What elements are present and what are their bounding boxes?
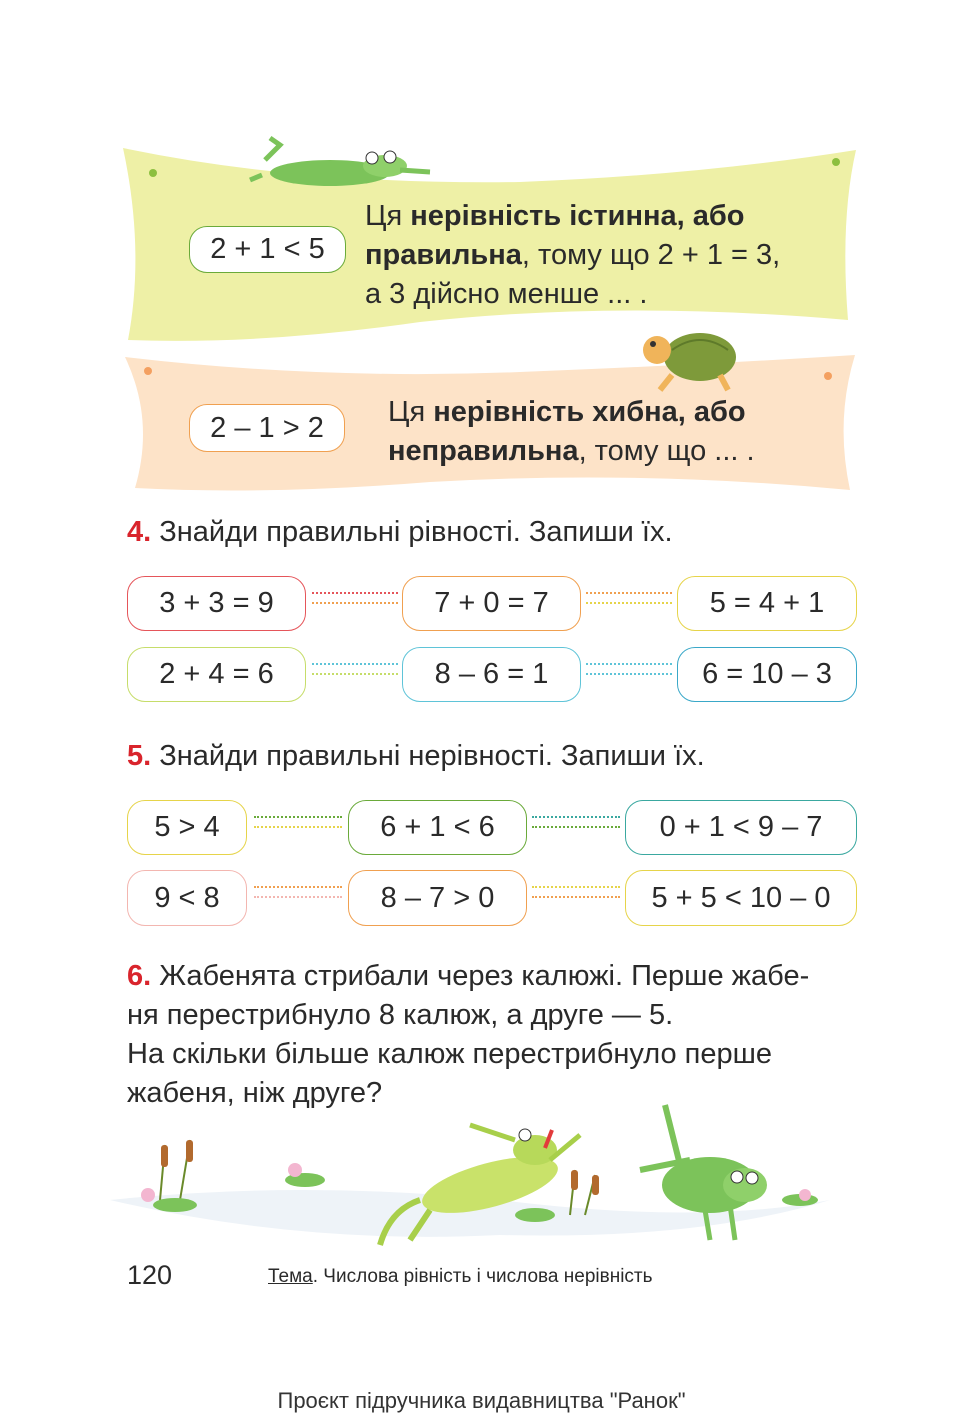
rule-text-plain: Ця (365, 200, 411, 232)
task-text: ня перестрибнуло 8 калюж, а друге — 5. (127, 999, 674, 1031)
equality-card[interactable]: 8 – 6 = 1 (402, 647, 581, 702)
connector-dots (312, 663, 398, 677)
false-inequality-box: 2 – 1 > 2 (189, 404, 345, 452)
equality-card[interactable]: 2 + 4 = 6 (127, 647, 306, 702)
pin-icon (832, 158, 840, 166)
topic-label: Тема (268, 1266, 313, 1287)
inequality-card[interactable]: 5 + 5 < 10 – 0 (625, 870, 857, 926)
inequality-card[interactable]: 0 + 1 < 9 – 7 (625, 800, 857, 855)
task-text: На скільки більше калюж перестрибнуло перше (127, 1038, 772, 1070)
false-inequality-explanation (388, 393, 828, 471)
publisher-note: Проєкт підручника видавництва "Ранок" (277, 1388, 686, 1413)
rule-text-bold: неправильна (388, 435, 579, 467)
inequality-card[interactable]: 8 – 7 > 0 (348, 870, 527, 926)
rule-text-plain: , тому що ... . (578, 435, 755, 467)
pin-icon (149, 169, 157, 177)
task-4-heading (127, 513, 673, 552)
rule-text-plain: , тому що 2 + 1 = 3, (521, 239, 781, 271)
task-text: Жабенята стрибали через калюжі. Перше жабе- (151, 960, 810, 992)
connector-dots (532, 816, 620, 830)
pin-icon (144, 367, 152, 375)
rule-text-plain: а 3 дійсно менше ... . (365, 278, 648, 310)
task-text: жабеня, ніж друге? (127, 1077, 383, 1109)
inequality-card[interactable]: 5 > 4 (127, 800, 247, 855)
connector-dots (254, 886, 342, 900)
true-inequality-explanation (365, 197, 835, 314)
topic-text: . Числова рівність і числова нерівність (312, 1266, 653, 1287)
connector-dots (312, 592, 398, 606)
task-5-heading (127, 737, 705, 776)
equality-card[interactable]: 6 = 10 – 3 (677, 647, 857, 702)
rule-text-bold: нерівність хибна, або (433, 396, 746, 428)
task-number: 4. (127, 516, 152, 548)
inequality-card[interactable]: 6 + 1 < 6 (348, 800, 527, 855)
lying-frog-icon (250, 138, 430, 186)
task-text: Знайди правильні рівності. Запиши їх. (151, 516, 673, 548)
rule-text-bold: правильна (365, 239, 522, 271)
task-number: 5. (127, 740, 152, 772)
page-number: 120 (127, 1260, 173, 1290)
task-number: 6. (127, 960, 152, 992)
connector-dots (586, 663, 672, 677)
equality-card[interactable]: 5 = 4 + 1 (677, 576, 857, 631)
connector-dots (586, 592, 672, 606)
rule-text-plain: Ця (388, 396, 434, 428)
equality-card[interactable]: 3 + 3 = 9 (127, 576, 306, 631)
task-6-text (127, 957, 867, 1113)
task-text: Знайди правильні нерівності. Запиши їх. (151, 740, 705, 772)
topic-line (268, 1266, 653, 1288)
connector-dots (532, 886, 620, 900)
connector-dots (254, 816, 342, 830)
rule-text-bold: нерівність істинна, або (410, 200, 745, 232)
pin-icon (824, 372, 832, 380)
true-inequality-box: 2 + 1 < 5 (189, 226, 346, 273)
equality-card[interactable]: 7 + 0 = 7 (402, 576, 581, 631)
inequality-card[interactable]: 9 < 8 (127, 870, 247, 926)
